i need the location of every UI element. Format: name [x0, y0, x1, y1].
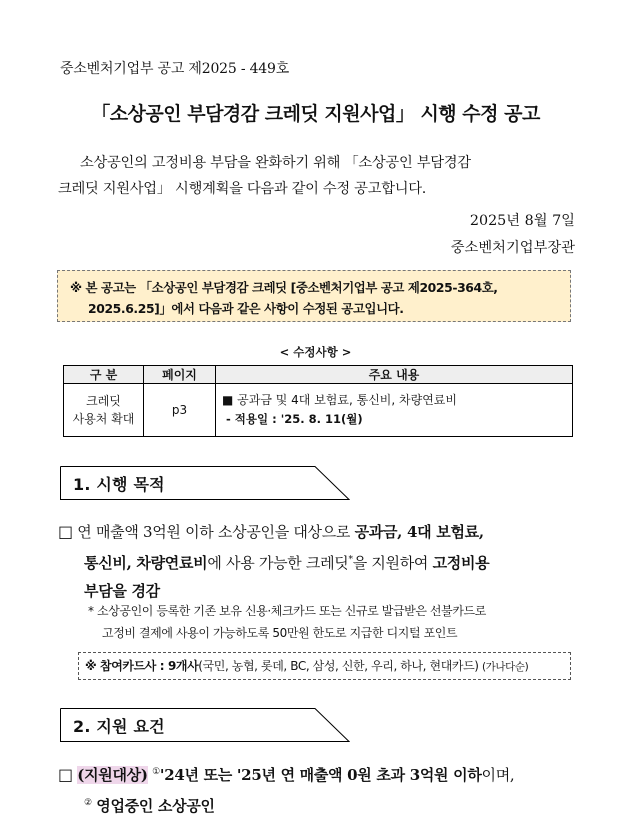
issuer: 중소벤처기업부장관: [450, 240, 575, 256]
header-category: 구 분: [64, 366, 144, 384]
purpose-bold-a: 공과금, 4대 보험료,: [354, 523, 484, 541]
section-1-body: [58, 518, 582, 605]
section-2-line-1: [58, 758, 582, 789]
purpose-text-b: 에 사용 가능한 크레딧: [207, 554, 349, 572]
eligibility-label: (지원대상): [77, 766, 148, 784]
section-1-title: 1. 시행 목적: [73, 475, 165, 494]
content-main-text: 공과금 및 4대 보험료, 통신비, 차량연료비: [237, 393, 457, 407]
purpose-bold-c: 고정비용: [432, 554, 490, 572]
section-1-line-1: [58, 518, 582, 546]
section-2-title: 2. 지원 요건: [73, 717, 165, 736]
bullet-square-icon: ■: [222, 393, 234, 407]
participating-cards-box: [78, 652, 571, 680]
intro-line-1: 소상공인의 고정비용 부담을 완화하기 위해 「소상공인 부담경감: [80, 155, 471, 171]
content-main: [222, 391, 566, 410]
cards-prefix: ※ 참여카드사 : 9개사: [85, 659, 199, 673]
section-1-line-2: [58, 546, 582, 577]
revision-caption: < 수정사항 >: [279, 345, 352, 359]
header-page: 페이지: [144, 366, 216, 384]
content-sub: - 적용일 : '25. 8. 11(월): [226, 412, 363, 426]
section-1-heading: [60, 466, 350, 500]
circled-one: ①: [152, 767, 160, 777]
revision-table-header: [64, 366, 573, 384]
purpose-text-c: 을 지원하여: [352, 554, 433, 572]
circled-two: ②: [84, 798, 92, 808]
table-row: [64, 384, 573, 437]
revision-callout: [57, 270, 571, 322]
document-title: 「소상공인 부담경감 크레딧 지원사업」 시행 수정 공고: [91, 103, 540, 125]
eligibility-text-a: 이며,: [481, 766, 515, 784]
cards-list: (국민, 농협, 롯데, BC, 삼성, 신한, 우리, 하나, 현대카드): [198, 659, 479, 673]
intro-line-2: 크레딧 지원사업」 시행계획을 다음과 같이 수정 공고합니다.: [58, 181, 426, 197]
credit-footnote: [88, 600, 578, 644]
eligibility-bold-b: 영업중인 소상공인: [96, 797, 215, 815]
purpose-bold-d: 부담을 경감: [84, 582, 160, 600]
cards-order: (가나다순): [481, 661, 529, 673]
row-category: [64, 384, 144, 437]
notice-number: 중소벤처기업부 공고 제2025 - 449호: [60, 61, 290, 77]
notice-date: 2025년 8월 7일: [469, 213, 575, 229]
row-page: p3: [144, 384, 216, 437]
row-content: [216, 384, 573, 437]
purpose-bold-b: 통신비, 차량연료비: [84, 554, 208, 572]
category-line-2: 사용처 확대: [72, 412, 135, 426]
category-line-1: 크레딧: [86, 394, 121, 408]
section-2-heading: [60, 708, 350, 742]
revision-table: [63, 365, 573, 437]
section-2-line-2: [58, 789, 582, 820]
intro-paragraph: [58, 150, 578, 202]
checkbox-square-icon: □: [58, 765, 73, 784]
callout-line-1: ※ 본 공고는 「소상공인 부담경감 크레딧 [중소벤처기업부 공고 제2025-364호,: [70, 280, 498, 295]
footnote-line-2: 고정비 결제에 사용이 가능하도록 50만원 한도로 지급한 디지털 포인트: [102, 626, 458, 640]
eligibility-bold-a: '24년 또는 '25년 연 매출액 0원 초과 3억원 이하: [159, 766, 482, 784]
checkbox-square-icon: □: [58, 522, 73, 541]
header-content: 주요 내용: [216, 366, 573, 384]
purpose-text-a: 연 매출액 3억원 이하 소상공인을 대상으로: [77, 523, 355, 541]
footnote-line-1: * 소상공인이 등록한 기존 보유 신용·체크카드 또는 신규로 발급받은 선불카드로: [88, 604, 486, 618]
footnote-mark: *: [348, 555, 353, 565]
callout-line-2: 2025.6.25]」에서 다음과 같은 사항이 수정된 공고입니다.: [88, 301, 404, 316]
section-2-body: [58, 758, 582, 820]
